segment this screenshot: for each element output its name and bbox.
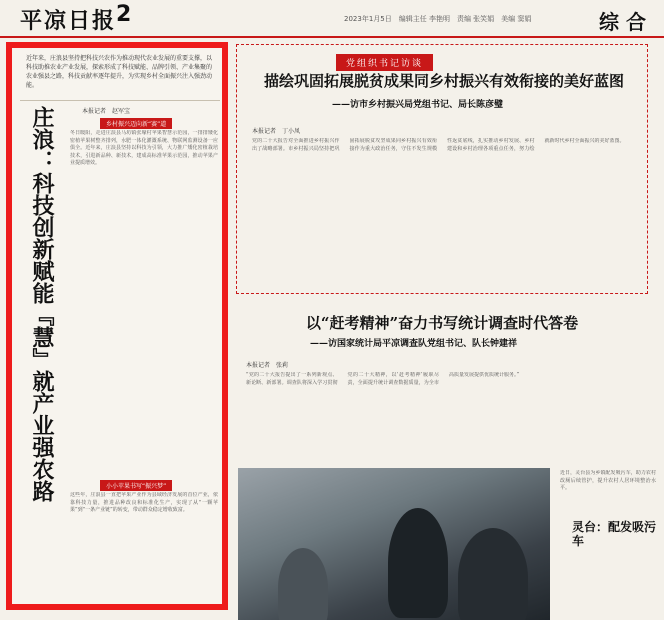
side-brief-title: 灵台：配发吸污车 xyxy=(572,520,657,548)
feature-title: 庄浪：科技创新赋能『慧』就产业强农路 xyxy=(29,106,55,502)
article1-body: 党的二十大报告对全面推进乡村振兴作出了战略部署。市乡村振兴局坚持把巩固拓展脱贫攻坚成果同乡村振兴有效衔接作为重大政治任务，守住不发生规模性返贫底线，扎实推动乡村发展、乡村建设和乡村治理各项重点任务，努力绘就新时代乡村全面振兴的美好蓝图。 xyxy=(252,138,625,152)
article2-headline: 以“赶考精神”奋力书写统计调查时代答卷 xyxy=(305,314,579,332)
feature-body-2: 这些年，庄浪县一直把苹果产业作为县域经济发展的首位产业，依靠科技力量，推进品种改良和标准化生产，实现了从“一颗苹果”到“一条产业链”的转变，带动群众稳定增收致富。 xyxy=(70,492,218,514)
photo-person xyxy=(388,508,448,618)
photo-person xyxy=(458,528,528,620)
divider xyxy=(20,100,220,101)
article1-badge: 党组织书记访谈 xyxy=(336,54,433,71)
article1-subhead: ——访市乡村振兴局党组书记、局长陈彦璧 xyxy=(332,100,504,110)
newspaper-name: 平凉日报 xyxy=(20,8,117,34)
left-feature-box xyxy=(6,42,228,610)
article2-subhead: ——访国家统计局平凉调查队党组书记、队长钟建祥 xyxy=(310,339,518,349)
article1-headline: 描绘巩固拓展脱贫成果同乡村振兴有效衔接的美好蓝图 xyxy=(263,72,624,90)
article1-byline: 本报记者 丁小凤 xyxy=(252,128,301,135)
article2-body: “党的二十大报告提出了一系列新观点、新论断、新部署。调查队将深入学习贯彻党的二十大精神，以‘赶考精神’履职尽责，全面提升统计调查数据质量，为全市高质量发展提供优质统计服务。” xyxy=(246,372,520,386)
feature-lede: 近年来，庄浪县坚持把科技兴农作为推动现代农业发展的重要支撑，以科技助推农业产业发展，探索形成了科技赋能、品牌引领、产业集聚的农业强县之路，科技贡献率逐年提升，为实现乡村全面振兴注入强劲动能。 xyxy=(26,55,213,89)
page-number: 2 xyxy=(116,2,132,27)
section-name: 综 合 xyxy=(599,10,646,34)
masthead-info: 2023年1月5日 编辑主任 李艳明 责编 张笑娟 美编 窦娟 xyxy=(344,15,532,23)
feature-body-1: 冬日暖阳，走进庄浪县马坊镇张壕村苹果智慧示范园，一排排矮化密植苹果树整齐排列，水肥一体化灌溉系统、物联网监测设备一应俱全。近年来，庄浪县坚持以科技为引领，大力推广矮化密植栽培技术，引进新品种、新技术，建成高标准苹果示范园，推动苹果产业提质增效。 xyxy=(70,130,218,167)
feature-byline: 本报记者 赵军宝 xyxy=(82,108,131,115)
photo-person xyxy=(278,548,328,620)
feature-subheading-1: 乡村振兴迈向新“赛”道 xyxy=(100,118,172,129)
article2-byline: 本报记者 张莉 xyxy=(246,362,289,369)
news-photo xyxy=(238,468,550,620)
side-brief-body: 近日，灵台县为乡镇配发吸污车，助力农村改厕后续管护，提升农村人居环境整治水平。 xyxy=(560,470,656,492)
feature-subheading-2: 小小苹果书写“振兴梦” xyxy=(100,480,172,491)
